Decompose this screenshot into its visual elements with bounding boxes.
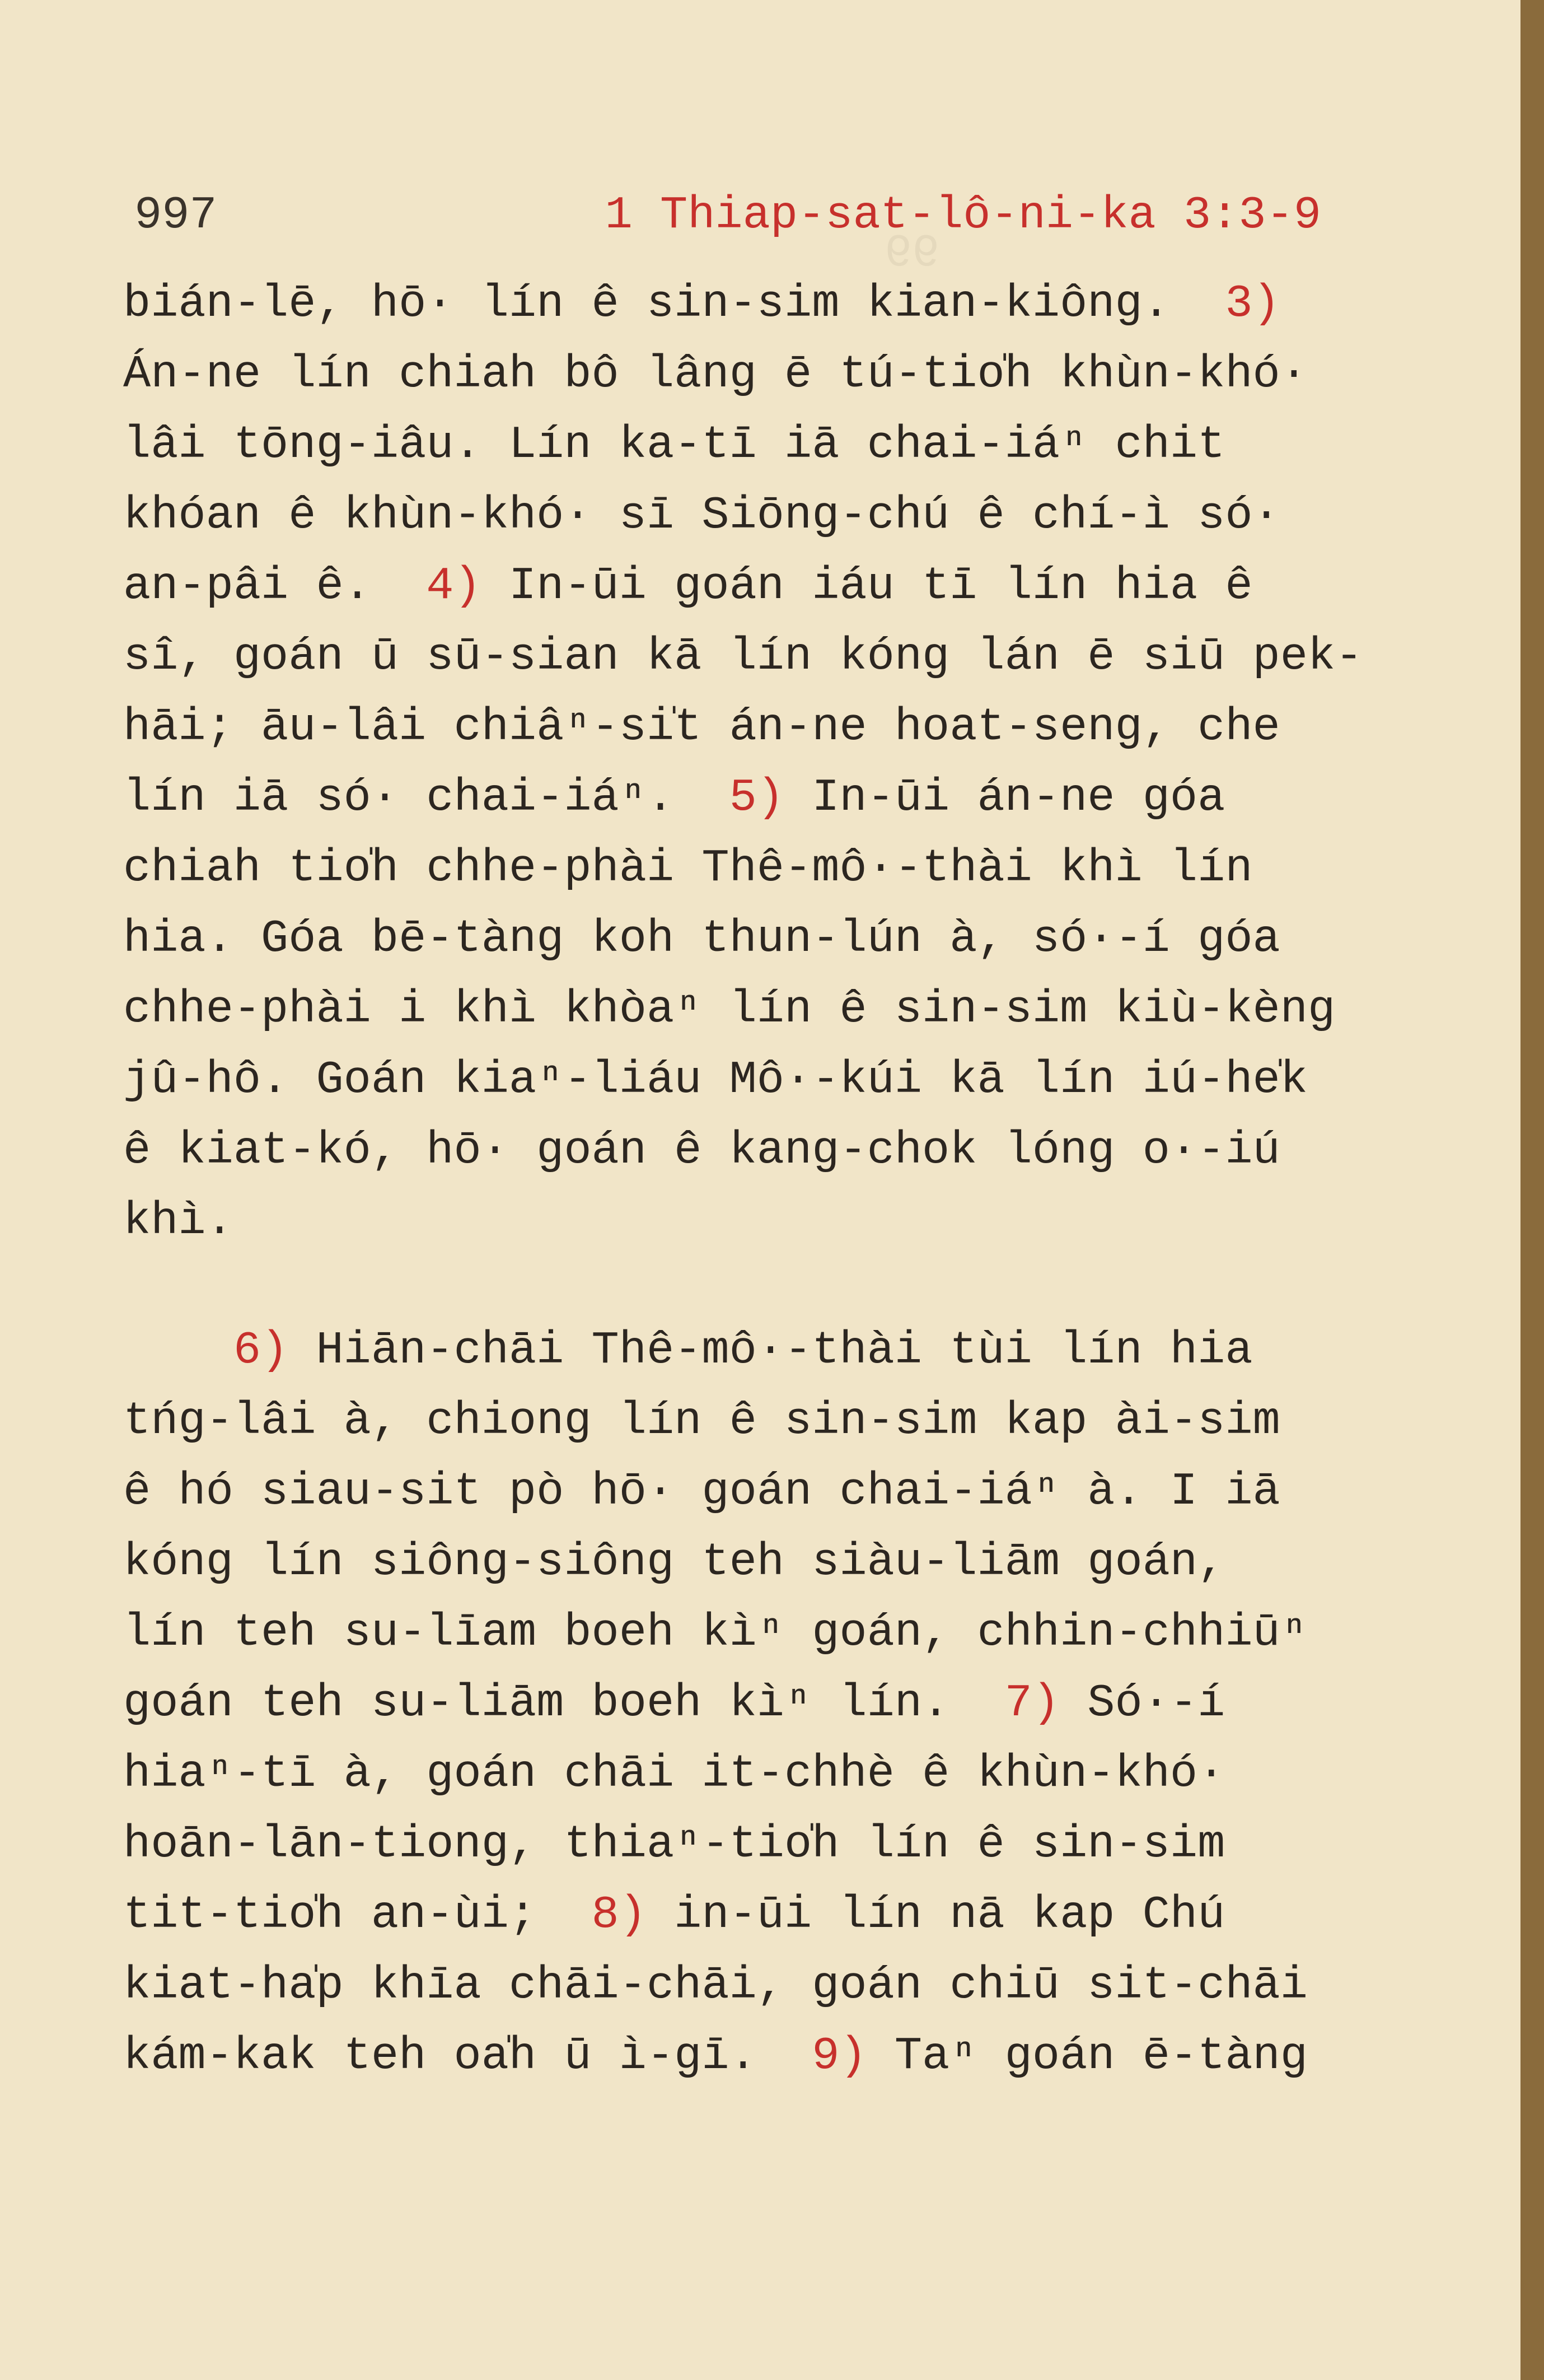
- text-line: [123, 1598, 1411, 1668]
- show-through-text: 99: [885, 227, 940, 279]
- text-run: sî, goán ū sū-sian kā lín kóng lán ē siū pek-: [123, 631, 1363, 683]
- text-line: [123, 551, 1411, 622]
- verse-number: 3): [1225, 278, 1280, 330]
- text-run: lín iā só· chai-iáⁿ.: [123, 772, 729, 824]
- text-line: [123, 1045, 1411, 1116]
- text-line: [123, 1950, 1411, 2021]
- text-run: tńg-lâi à, chiong lín ê sin-sim kap ài-sim: [123, 1395, 1280, 1447]
- text-run: Taⁿ goán ē-tàng: [867, 2030, 1308, 2082]
- text-run: hāi; āu-lâi chiâⁿ-si̍t án-ne hoat-seng, che: [123, 701, 1280, 753]
- page-number: 997: [134, 189, 217, 241]
- verse-number: 5): [729, 772, 784, 824]
- text-run: Hiān-chāi Thê-mô·-thài tùi lín hia: [288, 1324, 1253, 1376]
- text-run: chiah tio̍h chhe-phài Thê-mô·-thài khì lín: [123, 842, 1253, 894]
- verse-number: 6): [233, 1324, 289, 1376]
- text-run: Só·-í: [1060, 1677, 1225, 1729]
- text-run: hoān-lān-tiong, thiaⁿ-tio̍h lín ê sin-sim: [123, 1818, 1225, 1870]
- text-line: [123, 1809, 1411, 1880]
- text-line: [123, 1739, 1411, 1809]
- text-run: khì.: [123, 1195, 233, 1247]
- text-line: [123, 974, 1411, 1045]
- text-line: [123, 1880, 1411, 1950]
- text-line: [123, 410, 1411, 480]
- text-run: lâi tōng-iâu. Lín ka-tī iā chai-iáⁿ chit: [123, 419, 1225, 471]
- text-run: tit-tio̍h an-ùi;: [123, 1889, 592, 1941]
- text-run: In-ūi án-ne góa: [784, 772, 1225, 824]
- text-line: [123, 1668, 1411, 1739]
- text-run: [123, 1324, 233, 1376]
- text-run: ê hó siau-sit pò hō· goán chai-iáⁿ à. I iā: [123, 1466, 1280, 1518]
- text-line: [123, 763, 1411, 833]
- text-run: hia. Góa bē-tàng koh thun-lún à, só·-í góa: [123, 913, 1280, 965]
- text-line: [123, 1116, 1411, 1186]
- text-line: [123, 1386, 1411, 1457]
- text-line: [123, 1527, 1411, 1598]
- text-line: [123, 833, 1411, 904]
- verse-number: 9): [812, 2030, 867, 2082]
- text-line: [123, 904, 1411, 974]
- text-run: kám-kak teh oa̍h ū ì-gī.: [123, 2030, 812, 2082]
- text-line: [123, 269, 1411, 339]
- text-run: Án-ne lín chiah bô lâng ē tú-tio̍h khùn-khó·: [123, 348, 1308, 400]
- page-header: [134, 185, 1321, 246]
- text-line: [123, 692, 1411, 763]
- text-run: an-pâi ê.: [123, 560, 427, 612]
- text-run: bián-lē, hō· lín ê sin-sim kian-kiông.: [123, 278, 1225, 330]
- text-run: goán teh su-liām boeh kìⁿ lín.: [123, 1677, 1005, 1729]
- text-run: hiaⁿ-tī à, goán chāi it-chhè ê khùn-khó·: [123, 1748, 1225, 1800]
- text-line: [123, 1186, 1411, 1257]
- text-line: [123, 622, 1411, 692]
- text-line: [123, 1457, 1411, 1527]
- text-line: [123, 480, 1411, 551]
- text-run: kiat-ha̍p khīa chāi-chāi, goán chiū sit-chāi: [123, 1959, 1308, 2012]
- text-run: chhe-phài i khì khòaⁿ lín ê sin-sim kiù-kèng: [123, 983, 1336, 1035]
- text-run: jû-hô. Goán kiaⁿ-liáu Mô·-kúi kā lín iú-he̍k: [123, 1054, 1308, 1106]
- text-run: lín teh su-līam boeh kìⁿ goán, chhin-chhiūⁿ: [123, 1607, 1308, 1659]
- text-run: ê kiat-kó, hō· goán ê kang-chok lóng o·-iú: [123, 1124, 1280, 1177]
- running-head: 1 Thiap-sat-lô-ni-ka 3:3-9: [605, 189, 1321, 241]
- verse-number: 8): [591, 1889, 647, 1941]
- text-line: [123, 2021, 1411, 2092]
- verse-number: 7): [1004, 1677, 1060, 1729]
- page-edge: [1520, 0, 1544, 2380]
- text-run: khóan ê khùn-khó· sī Siōng-chú ê chí-ì só·: [123, 489, 1280, 542]
- text-line: [123, 339, 1411, 410]
- text-run: kóng lín siông-siông teh siàu-liām goán,: [123, 1536, 1225, 1588]
- verse-number: 4): [426, 560, 481, 612]
- text-run: In-ūi goán iáu tī lín hia ê: [481, 560, 1253, 612]
- body-text: [123, 269, 1411, 2092]
- text-line: [123, 1315, 1411, 1386]
- text-run: in-ūi lín nā kap Chú: [646, 1889, 1225, 1941]
